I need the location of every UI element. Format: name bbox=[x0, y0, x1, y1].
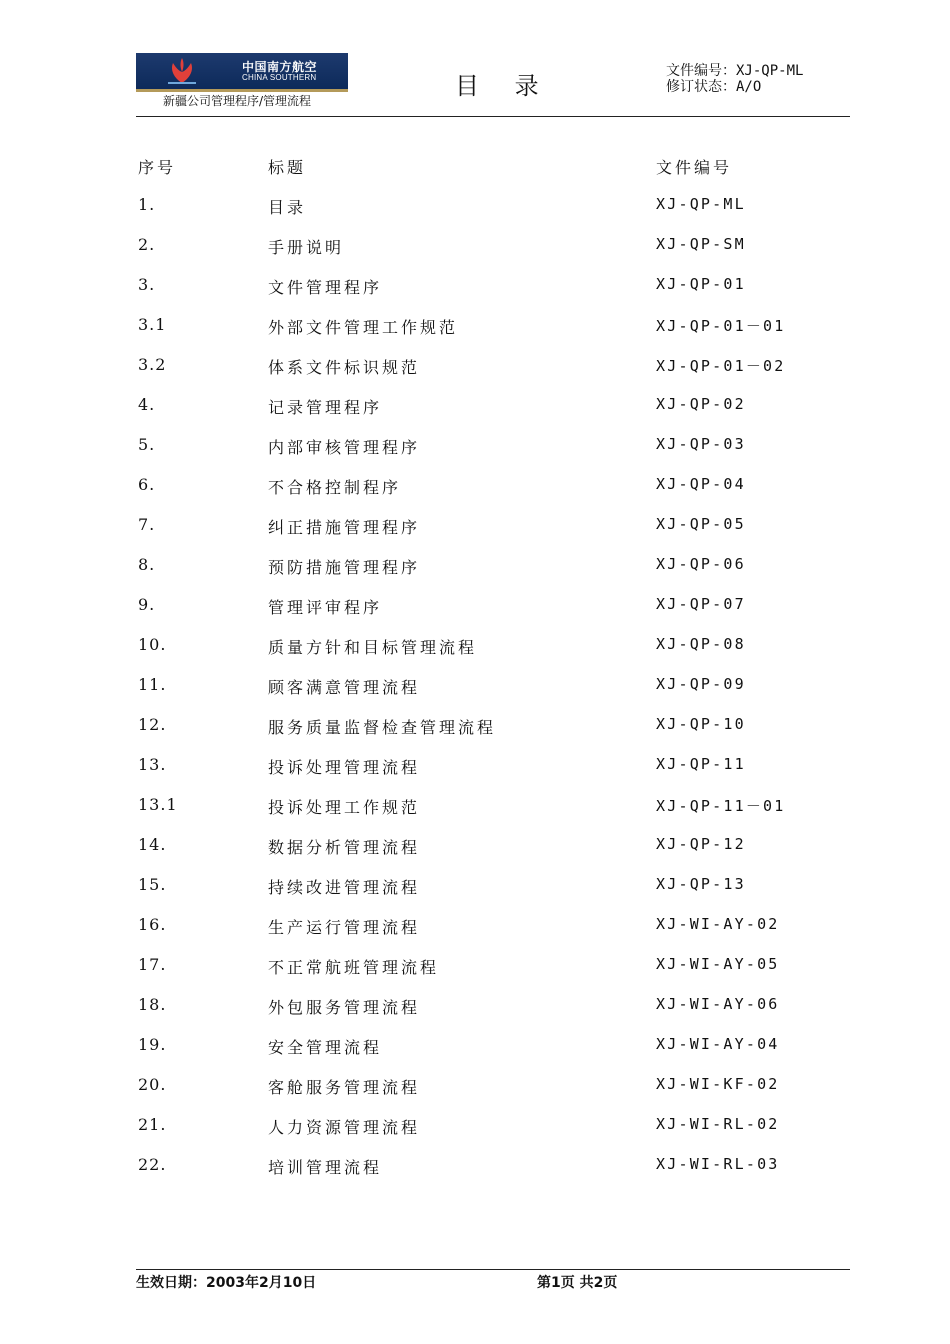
row-doc-number: XJ-QP-08 bbox=[656, 635, 746, 653]
row-doc-number: XJ-QP-06 bbox=[656, 555, 746, 573]
row-doc-number: XJ-QP-02 bbox=[656, 395, 746, 413]
row-title: 顾客满意管理流程 bbox=[268, 678, 421, 697]
table-row bbox=[0, 315, 950, 339]
row-doc-number: XJ-QP-11－01 bbox=[656, 797, 786, 815]
row-seq: 10. bbox=[138, 635, 167, 654]
row-seq: 3. bbox=[138, 275, 156, 294]
table-row bbox=[0, 1075, 950, 1099]
column-header-seq: 序号 bbox=[138, 158, 177, 177]
table-row bbox=[0, 755, 950, 779]
row-doc-number: XJ-WI-AY-04 bbox=[656, 1035, 780, 1053]
footer-divider bbox=[136, 1269, 850, 1270]
table-row bbox=[0, 835, 950, 859]
row-title: 外包服务管理流程 bbox=[268, 998, 421, 1017]
table-row bbox=[0, 675, 950, 699]
row-doc-number: XJ-WI-RL-02 bbox=[656, 1115, 780, 1133]
row-title: 生产运行管理流程 bbox=[268, 918, 421, 937]
row-seq: 12. bbox=[138, 715, 167, 734]
row-doc-number: XJ-QP-ML bbox=[656, 195, 746, 213]
table-row bbox=[0, 195, 950, 219]
row-doc-number: XJ-WI-AY-05 bbox=[656, 955, 780, 973]
row-seq: 19. bbox=[138, 1035, 167, 1054]
row-seq: 2. bbox=[138, 235, 156, 254]
row-title: 培训管理流程 bbox=[268, 1158, 383, 1177]
row-title: 投诉处理工作规范 bbox=[268, 798, 421, 817]
row-title: 外部文件管理工作规范 bbox=[268, 318, 459, 337]
row-seq: 13. bbox=[138, 755, 167, 774]
logo-en-text: CHINA SOUTHERN bbox=[242, 73, 317, 82]
row-doc-number: XJ-QP-11 bbox=[656, 755, 746, 773]
row-seq: 18. bbox=[138, 995, 167, 1014]
row-title: 客舱服务管理流程 bbox=[268, 1078, 421, 1097]
row-doc-number: XJ-WI-AY-02 bbox=[656, 915, 780, 933]
row-doc-number: XJ-QP-SM bbox=[656, 235, 746, 253]
row-doc-number: XJ-QP-01－01 bbox=[656, 317, 786, 335]
row-seq: 8. bbox=[138, 555, 156, 574]
row-title: 记录管理程序 bbox=[268, 398, 383, 417]
row-title: 文件管理程序 bbox=[268, 278, 383, 297]
row-doc-number: XJ-QP-01 bbox=[656, 275, 746, 293]
effective-date: 生效日期：2003年2月10日 bbox=[136, 1275, 317, 1291]
row-title: 质量方针和目标管理流程 bbox=[268, 638, 478, 657]
document-number: 文件编号：XJ-QP-ML bbox=[666, 63, 804, 79]
row-title: 内部审核管理程序 bbox=[268, 438, 421, 457]
row-doc-number: XJ-QP-10 bbox=[656, 715, 746, 733]
row-title: 目录 bbox=[268, 198, 307, 217]
row-seq: 1. bbox=[138, 195, 156, 214]
row-seq: 15. bbox=[138, 875, 167, 894]
table-row bbox=[0, 715, 950, 739]
row-seq: 22. bbox=[138, 1155, 167, 1174]
row-seq: 20. bbox=[138, 1075, 167, 1094]
table-row bbox=[0, 395, 950, 419]
row-doc-number: XJ-QP-13 bbox=[656, 875, 746, 893]
table-row bbox=[0, 1035, 950, 1059]
row-doc-number: XJ-QP-05 bbox=[656, 515, 746, 533]
table-row bbox=[0, 795, 950, 819]
revision-status: 修订状态：A/O bbox=[666, 79, 762, 95]
column-header-doc: 文件编号 bbox=[656, 158, 733, 177]
row-seq: 3.2 bbox=[138, 355, 167, 374]
table-row bbox=[0, 995, 950, 1019]
table-row bbox=[0, 1115, 950, 1139]
table-header-row bbox=[0, 155, 950, 179]
row-title: 手册说明 bbox=[268, 238, 345, 257]
row-doc-number: XJ-QP-03 bbox=[656, 435, 746, 453]
row-seq: 4. bbox=[138, 395, 156, 414]
row-title: 预防措施管理程序 bbox=[268, 558, 421, 577]
kapok-flower-logo-icon bbox=[164, 56, 200, 86]
row-seq: 7. bbox=[138, 515, 156, 534]
table-row bbox=[0, 475, 950, 499]
row-seq: 9. bbox=[138, 595, 156, 614]
table-row bbox=[0, 595, 950, 619]
row-title: 人力资源管理流程 bbox=[268, 1118, 421, 1137]
table-row bbox=[0, 515, 950, 539]
row-seq: 21. bbox=[138, 1115, 167, 1134]
table-row bbox=[0, 235, 950, 259]
row-title: 服务质量监督检查管理流程 bbox=[268, 718, 497, 737]
row-title: 体系文件标识规范 bbox=[268, 358, 421, 377]
table-row bbox=[0, 275, 950, 299]
row-seq: 6. bbox=[138, 475, 156, 494]
column-header-title: 标题 bbox=[268, 158, 307, 177]
table-row bbox=[0, 955, 950, 979]
row-doc-number: XJ-QP-12 bbox=[656, 835, 746, 853]
row-doc-number: XJ-QP-04 bbox=[656, 475, 746, 493]
row-doc-number: XJ-QP-07 bbox=[656, 595, 746, 613]
row-seq: 5. bbox=[138, 435, 156, 454]
row-title: 纠正措施管理程序 bbox=[268, 518, 421, 537]
row-doc-number: XJ-WI-RL-03 bbox=[656, 1155, 780, 1173]
table-row bbox=[0, 915, 950, 939]
row-seq: 17. bbox=[138, 955, 167, 974]
page-number: 第1页 共2页 bbox=[537, 1275, 618, 1291]
row-seq: 14. bbox=[138, 835, 167, 854]
logo-cn-text: 中国南方航空 bbox=[242, 60, 318, 74]
page-title: 目 录 bbox=[455, 72, 553, 100]
row-title: 数据分析管理流程 bbox=[268, 838, 421, 857]
row-doc-number: XJ-WI-AY-06 bbox=[656, 995, 780, 1013]
row-title: 投诉处理管理流程 bbox=[268, 758, 421, 777]
row-title: 安全管理流程 bbox=[268, 1038, 383, 1057]
row-doc-number: XJ-QP-09 bbox=[656, 675, 746, 693]
table-row bbox=[0, 435, 950, 459]
table-row bbox=[0, 555, 950, 579]
company-logo bbox=[136, 53, 348, 89]
row-seq: 16. bbox=[138, 915, 167, 934]
row-title: 持续改进管理流程 bbox=[268, 878, 421, 897]
row-title: 不正常航班管理流程 bbox=[268, 958, 440, 977]
header-subtitle: 新疆公司管理程序/管理流程 bbox=[163, 94, 312, 108]
row-title: 不合格控制程序 bbox=[268, 478, 402, 497]
table-row bbox=[0, 1155, 950, 1179]
row-doc-number: XJ-QP-01－02 bbox=[656, 357, 786, 375]
row-title: 管理评审程序 bbox=[268, 598, 383, 617]
row-seq: 13.1 bbox=[138, 795, 178, 814]
table-row bbox=[0, 635, 950, 659]
row-seq: 11. bbox=[138, 675, 167, 694]
table-row bbox=[0, 355, 950, 379]
table-row bbox=[0, 875, 950, 899]
row-doc-number: XJ-WI-KF-02 bbox=[656, 1075, 780, 1093]
row-seq: 3.1 bbox=[138, 315, 167, 334]
header-divider bbox=[136, 116, 850, 117]
